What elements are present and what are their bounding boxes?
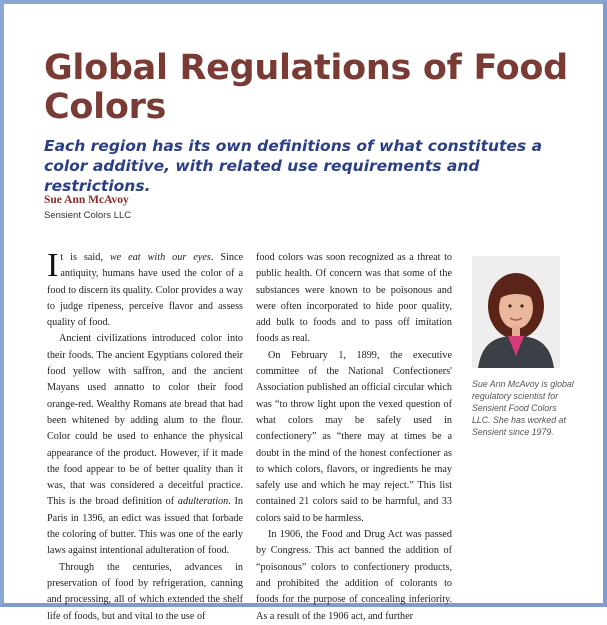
article-subtitle: Each region has its own definitions of what constitutes a color additive, with related use requirements and restrictions. [44,137,543,195]
paragraph: Ancient civilizations introduced color into their foods. The ancient Egyptians colored their food yellow with saffron, and the ancient Mayans used annatto to color their food orange-red. Wealthy Romans ate bread that had been whitened by adding alum to the flour. Color could be used to enhance the physical appearance of the product. However, if it made the food appear to be of better quality than it was, that was considered a deceitful practice. This is the broad definition of adulteration. In Paris in 1396, an edict was issued that forbade the coloring of butter. This was one of the early laws against intentional adulteration of food. [47,333,243,557]
author-affiliation: Sensient Colors LLC [44,210,132,221]
text-column-1 [47,247,243,625]
photo-caption: Sue Ann McAvoy is global regulatory scientist for Sensient Food Colors LLC. She has worked at Sensient since 1979. [472,379,574,437]
drop-cap: I [47,247,59,284]
article-title: Global Regulations of Food Colors [44,48,568,127]
paragraph: In 1906, the Food and Drug Act was passed by Congress. This act banned the addition of “poisonous” colors to confectionery products, and prohibited the addition of colorants to foods for the purpose of concealing inferiority. As a result of the 1906 act, and further [256,529,452,622]
author-name: Sue Ann McAvoy [44,194,129,206]
paragraph: Through the centuries, advances in preservation of food by refrigeration, canning and processing, all of which extended the shelf life of foods, but and vital to the use of [47,561,243,622]
portrait-image [472,256,560,368]
text-column-2 [256,250,452,625]
author-photo [472,256,560,368]
paragraph: It is said, we eat with our eyes. Since antiquity, humans have used the color of a food to discern its quality. Color provides a way to judge ripeness, perceive flavor and assess quality of food. [47,247,243,329]
paragraph: food colors was soon recognized as a threat to public health. Of concern was that some of the substances were known to be poisonous and were often incorporated to hide poor quality, add bulk to foods and to pass off imitation foods as real. [256,252,452,345]
paragraph: On February 1, 1899, the executive committee of the National Confectioners' Association published an official circular which was “to throw light upon the vexed question of what colors may be safely used in confectionery” as “there may at times be a doubt in the mind of the honest confectioner as to which colors, flavors, or ingredients he may safely use and which he may reject.” This list contained 21 colors said to be harmful, and 33 colors said to be harmless. [256,349,452,524]
